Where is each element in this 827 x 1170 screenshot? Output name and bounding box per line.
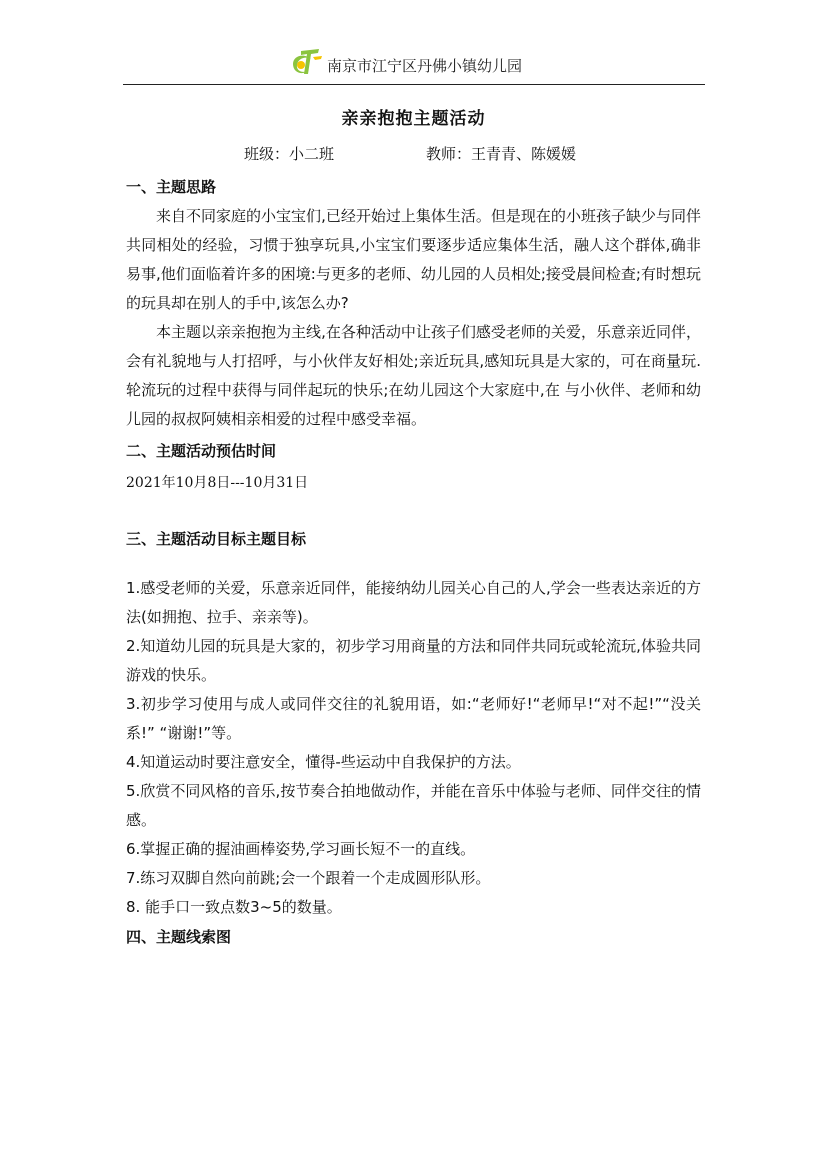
school-name: 南京市江宁区丹佛小镇幼儿园 <box>327 57 523 75</box>
section-heading-goals: 三、主题活动目标主题目标 <box>126 530 307 548</box>
section-heading-theme-idea: 一、主题思路 <box>126 178 217 196</box>
section-heading-clue-map: 四、主题线索图 <box>126 928 232 946</box>
kindergarten-logo-icon <box>289 48 323 78</box>
document-title: 亲亲抱抱主题活动 <box>341 109 486 129</box>
goal-item: 3.初步学习使用与成人或同伴交往的礼貌用语，如:“老师好!“老师早!“对不起!”“没关系!” “谢谢!”等。 <box>126 695 701 742</box>
goal-item: 5.欣赏不同风格的音乐,按节奏合拍地做动作，并能在音乐中体验与老师、同伴交往的情感。 <box>126 782 701 829</box>
document-body <box>126 176 701 952</box>
header-divider <box>123 84 705 85</box>
goal-item: 6.掌握正确的握油画棒姿势,学习画长短不一的直线。 <box>126 840 476 858</box>
section-heading-estimated-time: 二、主题活动预估时间 <box>126 442 277 460</box>
goal-item: 8. 能手口一致点数3~5的数量。 <box>126 898 342 916</box>
page-header <box>123 44 705 86</box>
goal-item: 2.知道幼儿园的玩具是大家的，初步学习用商量的方法和同伴共同玩或轮流玩,体验共同游戏的快乐。 <box>126 637 701 684</box>
goal-item: 7.练习双脚自然向前跳;会一个跟着一个走成圆形队形。 <box>126 869 491 887</box>
class-label: 班级：小二班 <box>244 145 335 163</box>
theme-idea-paragraph-2: 本主题以亲亲抱抱为主线,在各种活动中让孩子们感受老师的关爱，乐意亲近同伴，会有礼貌地与人打招呼，与小伙伴友好相处;亲近玩具,感知玩具是大家的，可在商量玩.轮流玩的过程中获得与同伴起玩的快乐;在幼儿园这个大家庭中,在 与小伙伴、老师和幼儿园的叔叔阿姨相亲相爱的过程中感受幸福。 <box>126 323 701 428</box>
activity-date-range: 2021年10月8日---10月31日 <box>126 475 309 491</box>
goal-item: 4.知道运动时要注意安全，懂得-些运动中自我保护的方法。 <box>126 753 521 771</box>
theme-idea-paragraph-1: 来自不同家庭的小宝宝们,已经开始过上集体生活。但是现在的小班孩子缺少与同伴共同相处的经验，习惯于独享玩具,小宝宝们要逐步适应集体生活，融人这个群体,确非易事,他们面临着许多的困境:与更多的老师、幼儿园的人员相处;接受晨间检查;有时想玩的玩具却在别人的手中,该怎么办? <box>126 207 701 312</box>
goal-item: 1.感受老师的关爱，乐意亲近同伴，能接纳幼儿园关心自己的人,学会一些表达亲近的方法(如拥抱、拉手、亲亲等)。 <box>126 579 701 626</box>
teacher-label: 教师：王青青、陈媛媛 <box>426 145 577 163</box>
